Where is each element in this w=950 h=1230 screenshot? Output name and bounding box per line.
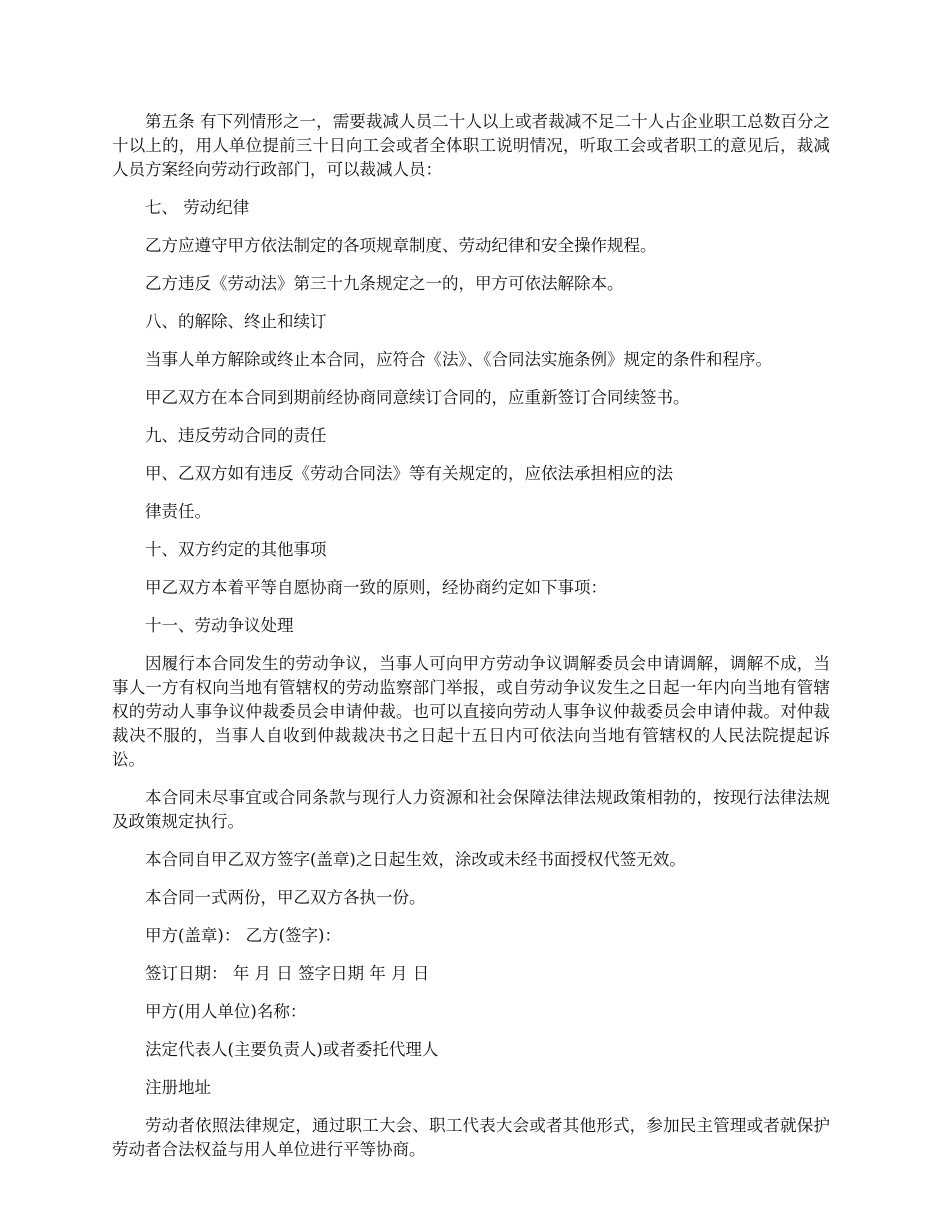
paragraph: 甲乙双方在本合同到期前经协商同意续订合同的，应重新签订合同续签书。 [145, 388, 690, 407]
paragraph: 甲乙双方本着平等自愿协商一致的原则，经协商约定如下事项： [145, 578, 607, 597]
paragraph: 本合同一式两份，甲乙双方各执一份。 [145, 888, 426, 907]
date-line: 签订日期： 年 月 日 签字日期 年 月 日 [145, 964, 430, 983]
paragraph: 本合同自甲乙双方签字(盖章)之日起生效，涂改或未经书面授权代签无效。 [145, 850, 686, 869]
signature-line: 甲方(盖章)： 乙方(签字)： [145, 926, 341, 945]
paragraph: 第五条 有下列情形之一，需要裁减人员二十人以上或者裁减不足二十人占企业职工总数百分之十以上的，用人单位提前三十日向工会或者全体职工说明情况，听取工会或者职工的意见后，裁减人员方案经向劳动行政部门，可以裁减人员： [112, 112, 830, 179]
paragraph: 乙方应遵守甲方依法制定的各项规章制度、劳动纪律和安全操作规程。 [145, 236, 657, 255]
paragraph: 乙方违反《劳动法》第三十九条规定之一的，甲方可依法解除本。 [145, 274, 624, 293]
employer-name-line: 甲方(用人单位)名称： [145, 1002, 307, 1021]
section-heading: 九、违反劳动合同的责任 [145, 426, 327, 445]
paragraph: 当事人单方解除或终止本合同，应符合《法》、《合同法实施条例》规定的条件和程序。 [145, 350, 772, 369]
address-line: 注册地址 [145, 1078, 211, 1097]
section-heading: 十一、劳动争议处理 [145, 616, 294, 635]
paragraph: 因履行本合同发生的劳动争议，当事人可向甲方劳动争议调解委员会申请调解，调解不成，当事人一方有权向当地有管辖权的劳动监察部门举报，或自劳动争议发生之日起一年内向当地有管辖权的劳动人事争议仲裁委员会申请仲裁。也可以直接向劳动人事争议仲裁委员会申请仲裁。对仲裁裁决不服的，当事人自收到仲裁裁决书之日起十五日内可依法向当地有管辖权的人民法院提起诉讼。 [112, 654, 830, 769]
paragraph: 甲、乙双方如有违反《劳动合同法》等有关规定的，应依法承担相应的法 [145, 464, 673, 483]
paragraph: 本合同未尽事宜或合同条款与现行人力资源和社会保障法律法规政策相勃的，按现行法律法规及政策规定执行。 [112, 788, 830, 831]
paragraph: 律责任。 [145, 502, 211, 521]
section-heading: 八、的解除、终止和续订 [145, 312, 327, 331]
paragraph: 劳动者依照法律规定，通过职工大会、职工代表大会或者其他形式，参加民主管理或者就保护劳动者合法权益与用人单位进行平等协商。 [112, 1116, 830, 1159]
representative-line: 法定代表人(主要负责人)或者委托代理人 [145, 1040, 439, 1059]
section-heading: 十、双方约定的其他事项 [145, 540, 327, 559]
document-body [112, 110, 830, 1176]
section-heading: 七、 劳动纪律 [145, 198, 250, 217]
